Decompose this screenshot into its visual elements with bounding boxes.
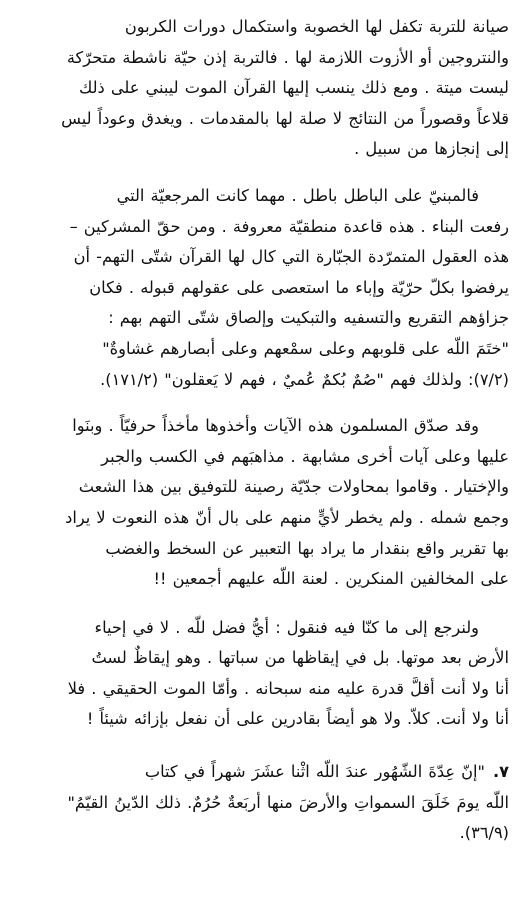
text-line: الأرض بعد موتها. بل في إيقاظها من سباتها . وهو إيقاظٌ لستُ: [91, 648, 509, 668]
text-line: إلى إنجازها من سبيل .: [354, 139, 509, 159]
text-line: صيانة للتربة تكفل لها الخصوبة واستكمال دورات الكربون: [124, 17, 509, 36]
text-line: وجمع شمله . ولم يخطر لأيٍّ منهم على بال أنّ هذه النعوت لا يراد: [65, 507, 509, 527]
citation-line: (٣٦/٩).: [459, 823, 509, 843]
text-line: بها تقرير واقع بنقدار ما يراد بها التعبير عن السخط والغضب: [105, 538, 509, 558]
paragraph-5-numbered: [12, 757, 509, 849]
text-line: والنتروجين أو الأزوت اللازمة لها . فالتربة إذن حيّة ناشطة متحرّكة: [66, 47, 509, 67]
text-line: فالمبنيّ على الباطل باطل . مهما كانت المرجعيّة التي: [116, 185, 479, 205]
quote-line: "إنّ عِدّةَ الشّهُور عندَ اللّه اثْنا عشَرَ شهراً في كتاب: [144, 762, 485, 782]
paragraph-2: [12, 181, 509, 395]
text-line: على المخالفين المنكرين . لعنة اللّه عليهم أجمعين !!: [153, 569, 509, 589]
text-line: هذه العقول المتمرّدة الجبّارة التي كال لها القرآن شتّى التهم- أن: [73, 247, 509, 267]
quote-line: (٧/٢): ولذلك فهم "صُمٌ بُكمٌ عُميٌ ، فهم لا يَعقلون" (١٧١/٢).: [100, 369, 509, 389]
text-line: وقد صدّق المسلمون هذه الآيات وأخذوها مأخذاً حرفيّاً . وبنَوا: [72, 416, 479, 436]
text-line: يرفضوا بكلّ حرّيّة وإباء ما استعصى على عقولهم قبوله . فكان: [89, 277, 509, 297]
text-line: ولنرجع إلى ما كنّا فيه فنقول : أيُّ فضل للّه . لا في إحياء: [94, 617, 479, 637]
paragraph-3: [12, 411, 509, 595]
text-line: قلاعاً وقصوراً من النتائج لا صلة لها بالمقدمات . ويغدق وعوداً ليس: [61, 108, 509, 128]
text-line: رفعت البناء . هذه قاعدة منطقيّة معروفة . ومن حقّ المشركين –: [69, 216, 509, 236]
text-line: والإختيار . وقاموا بمحاولات جدّيّة رصينة للتوفيق بين هذا الشعث: [78, 477, 509, 497]
text-line: أنا ولا أنت أقلَّ قدرة عليه منه سبحانه . وأمّا الموت الحقيقي . فلا: [67, 678, 509, 698]
quote-line: اللّه يومَ خَلَقَ السمواتِ والأرضَ منها أربَعةٌ حُرُمٌ. ذلك الدّينُ القيّمُ": [67, 792, 509, 812]
paragraph-1: [12, 12, 509, 165]
text-line: جزاؤهم التقريع والتسفيه والتبكيت وإلصاق شتّى التهم بهم :: [108, 308, 509, 328]
item-number: ٧.: [492, 762, 509, 782]
text-line: ليست ميتة . ومع ذلك ينسب إليها القرآن الموت ليبني على ذلك: [78, 78, 509, 98]
quote-line: "ختَمَ اللّه على قلوبهم وعلى سمْعهم وعلى أبصارهم غشاوةٌ": [102, 338, 509, 358]
paragraph-4: [12, 613, 509, 735]
numbered-line: [12, 757, 509, 788]
text-line: عليها وعلى آيات أخرى مشابهة . مذاهبَهم في الكسب والجبر: [101, 446, 509, 466]
text-line: أنا ولا أنت. كلاّ. ولا هو أيضاً بقادرين على أن نفعل بإزائه شيئاً !: [86, 709, 509, 729]
